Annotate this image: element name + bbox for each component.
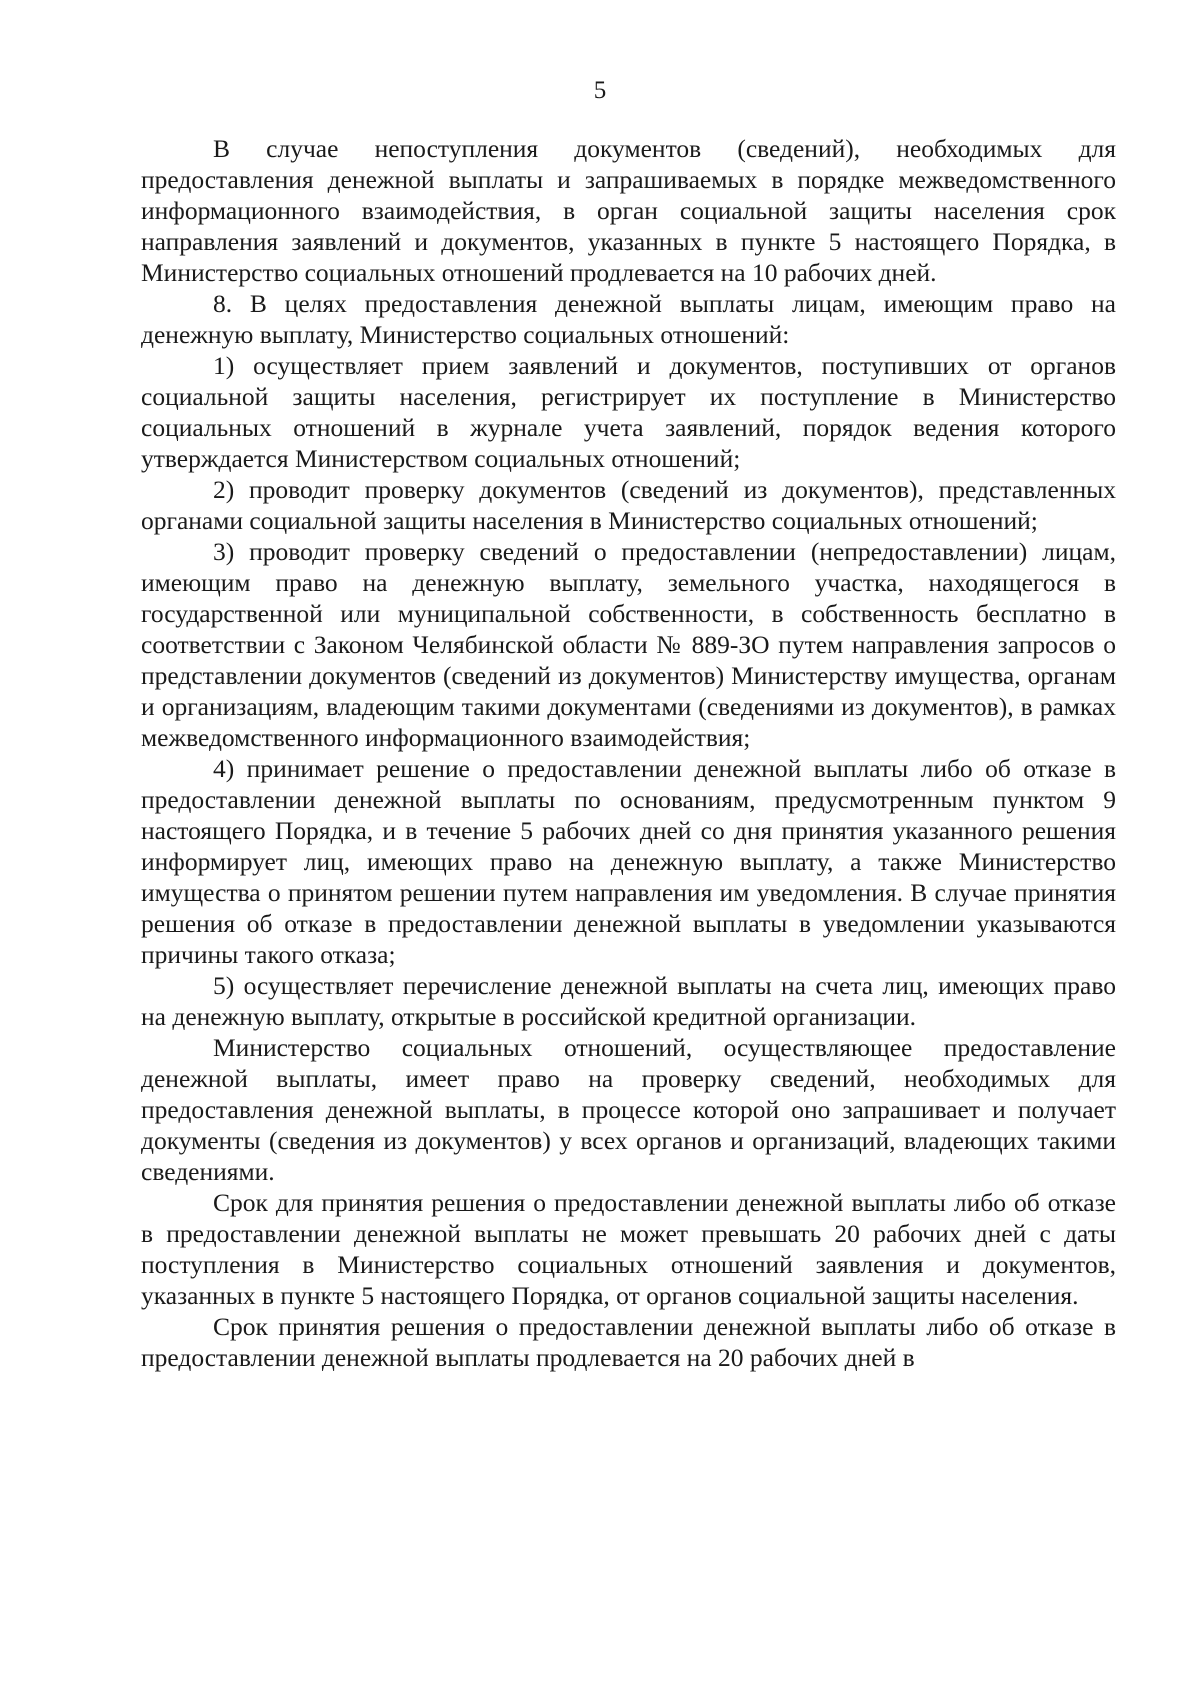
paragraph-subitem-3: 3) проводит проверку сведений о предоставлении (непредоставлении) лицам, имеющим право на денежную выплату, земельного участка, находящегося в государственной или муниципальной собственности, в собственность бесплатно в соответствии с Законом Челябинской области № 889-ЗО путем направления запросов о представлении документов (сведений из документов) Министерству имущества, органам и организациям, владеющим такими документами (сведениями из документов), в рамках межведомственного информационного взаимодействия; [141,537,1116,752]
paragraph-subitem-1: 1) осуществляет прием заявлений и документов, поступивших от органов социальной защиты населения, регистрирует их поступление в Министерство социальных отношений в журнале учета заявлений, порядок ведения которого утверждается Министерством социальных отношений; [141,351,1116,473]
paragraph-subitem-2: 2) проводит проверку документов (сведений из документов), представленных органами социальной защиты населения в Министерство социальных отношений; [141,475,1116,535]
paragraph-verification-right: Министерство социальных отношений, осуществляющее предоставление денежной выплаты, имеет право на проверку сведений, необходимых для предоставления денежной выплаты, в процессе которой оно запрашивает и получает документы (сведения из документов) у всех органов и организаций, владеющих такими сведениями. [141,1033,1116,1186]
paragraph-deadline-extension: Срок принятия решения о предоставлении денежной выплаты либо об отказе в предоставлении денежной выплаты продлевается на 20 рабочих дней в [141,1312,1116,1372]
page-number: 5 [593,77,607,104]
paragraph-intro: В случае непоступления документов (сведений), необходимых для предоставления денежной выплаты и запрашиваемых в порядке межведомственного информационного взаимодействия, в орган социальной защиты населения срок направления заявлений и документов, указанных в пункте 5 настоящего Порядка, в Министерство социальных отношений продлевается на 10 рабочих дней. [141,134,1116,287]
paragraph-subitem-5: 5) осуществляет перечисление денежной выплаты на счета лиц, имеющих право на денежную выплату, открытые в российской кредитной организации. [141,971,1116,1031]
document-body [141,133,1116,1373]
paragraph-decision-deadline: Срок для принятия решения о предоставлении денежной выплаты либо об отказе в предоставлении денежной выплаты не может превышать 20 рабочих дней с даты поступления в Министерство социальных отношений заявления и документов, указанных в пункте 5 настоящего Порядка, от органов социальной защиты населения. [141,1188,1116,1310]
paragraph-subitem-4: 4) принимает решение о предоставлении денежной выплаты либо об отказе в предоставлении денежной выплаты по основаниям, предусмотренным пунктом 9 настоящего Порядка, и в течение 5 рабочих дней со дня принятия указанного решения информирует лиц, имеющих право на денежную выплату, а также Министерство имущества о принятом решении путем направления им уведомления. В случае принятия решения об отказе в предоставлении денежной выплаты в уведомлении указываются причины такого отказа; [141,754,1116,969]
paragraph-item-8: 8. В целях предоставления денежной выплаты лицам, имеющим право на денежную выплату, Министерство социальных отношений: [141,289,1116,349]
